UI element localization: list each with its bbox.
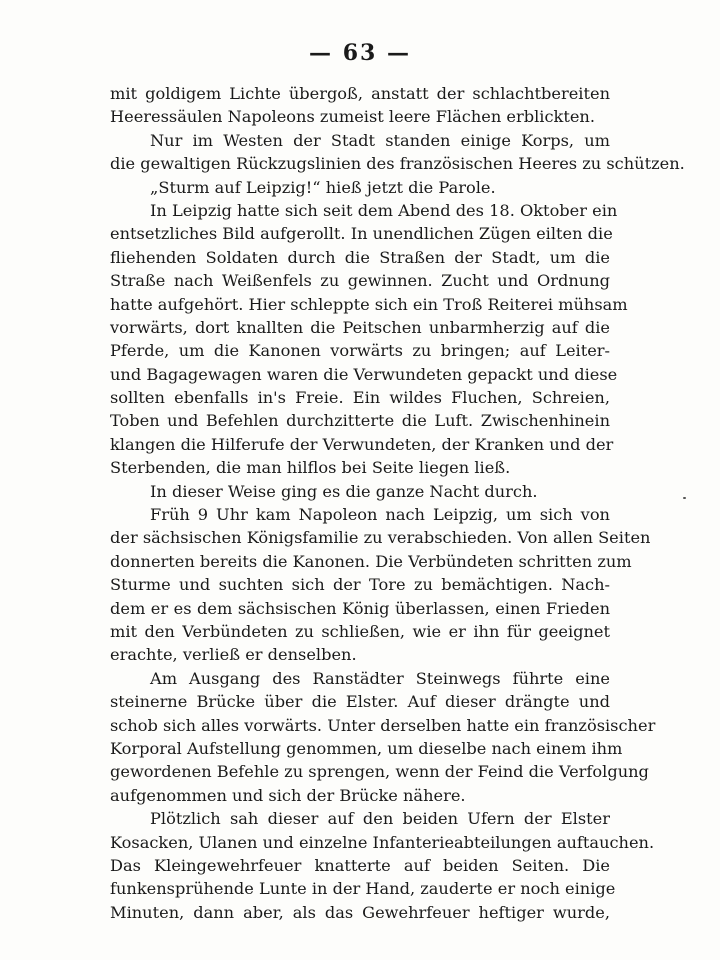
text-line: dem er es dem sächsischen König überlassen, einen Frieden [110,598,610,618]
text-line: „Sturm auf Leipzig!“ hieß jetzt die Parole. [150,177,496,197]
text-line: vorwärts, dort knallten die Peitschen unbarmherzig auf die [110,317,610,337]
text-line: In dieser Weise ging es die ganze Nacht durch. [150,481,538,501]
text-line: erachte, verließ er denselben. [110,645,357,665]
body-text [110,82,685,924]
text-line: Minuten, dann aber, als das Gewehrfeuer heftiger wurde, [110,902,610,922]
text-line: Das Kleingewehrfeuer knatterte auf beiden Seiten. Die [110,855,610,875]
text-line: gewordenen Befehle zu sprengen, wenn der Feind die Verfolgung [110,762,649,782]
text-line: Plötzlich sah dieser auf den beiden Ufern der Elster [150,809,610,829]
text-line: In Leipzig hatte sich seit dem Abend des 18. Oktober ein [150,200,618,220]
text-line: die gewaltigen Rückzugslinien des französischen Heeres zu schützen. [110,154,685,174]
text-line: Sturme und suchten sich der Tore zu bemächtigen. Nach- [110,575,610,595]
text-line: Früh 9 Uhr kam Napoleon nach Leipzig, um sich von [150,505,610,525]
text-line: sollten ebenfalls in's Freie. Ein wildes Fluchen, Schreien, [110,388,610,408]
text-line: mit goldigem Lichte übergoß, anstatt der schlachtbereiten [110,84,610,103]
text-line: und Bagagewagen waren die Verwundeten gepackt und diese [110,364,618,384]
text-line: mit den Verbündeten zu schließen, wie er ihn für geeignet [110,621,610,641]
page-number: — 63 — [309,40,411,66]
text-line: Straße nach Weißenfels zu gewinnen. Zucht und Ordnung [110,271,610,291]
text-line: steinerne Brücke über die Elster. Auf dieser drängte und [110,692,610,712]
text-line: klangen die Hilferufe der Verwundeten, der Kranken und der [110,434,614,454]
paper-speck [683,497,686,499]
text-line: schob sich alles vorwärts. Unter derselben hatte ein französischer [110,715,656,735]
text-line: fliehenden Soldaten durch die Straßen der Stadt, um die [110,247,610,267]
text-line: Am Ausgang des Ranstädter Steinwegs führte eine [150,668,610,688]
text-line: Toben und Befehlen durchzitterte die Luft. Zwischenhinein [110,411,610,431]
text-line: entsetzliches Bild aufgerollt. In unendlichen Zügen eilten die [110,224,613,244]
text-line: Heeressäulen Napoleons zumeist leere Flächen erblickten. [110,107,596,127]
text-line: aufgenommen und sich der Brücke nähere. [110,785,466,805]
text-line: Sterbenden, die man hilflos bei Seite liegen ließ. [110,458,511,478]
text-line: der sächsischen Königsfamilie zu verabschieden. Von allen Seiten [110,528,651,548]
text-line: Nur im Westen der Stadt standen einige Korps, um [150,130,610,150]
text-line: hatte aufgehört. Hier schleppte sich ein Troß Reiterei mühsam [110,294,628,314]
text-line: donnerten bereits die Kanonen. Die Verbündeten schritten zum [110,551,632,571]
text-line: Pferde, um die Kanonen vorwärts zu bringen; auf Leiter- [110,341,610,361]
text-line: Korporal Aufstellung genommen, um dieselbe nach einem ihm [110,738,623,758]
text-line: funkensprühende Lunte in der Hand, zauderte er noch einige [110,879,616,899]
text-line: Kosacken, Ulanen und einzelne Infanterieabteilungen auftauchen. [110,832,655,852]
